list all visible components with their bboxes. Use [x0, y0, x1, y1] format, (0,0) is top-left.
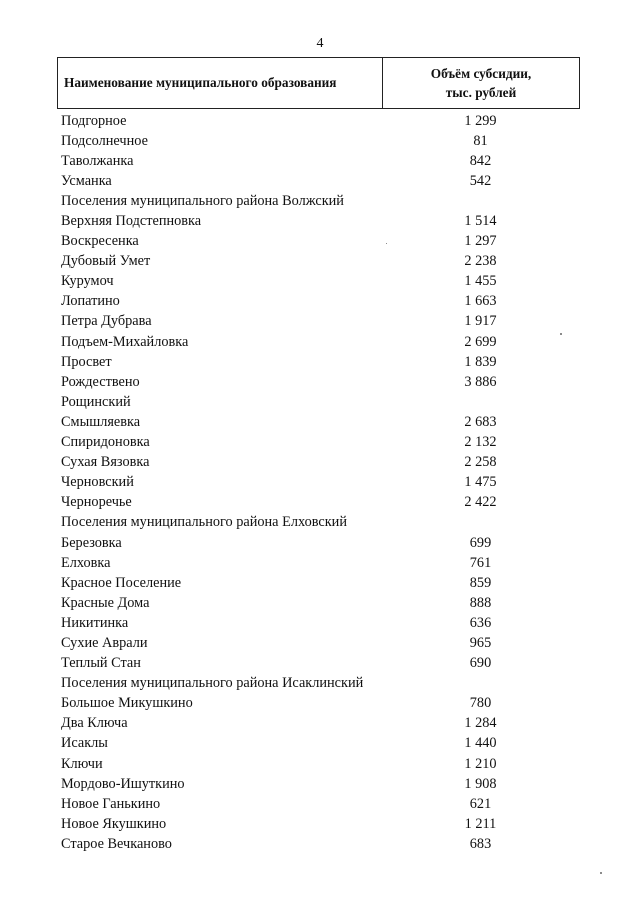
row-value: 1 917: [464, 313, 497, 330]
table-row: [61, 834, 581, 854]
row-value: 1 455: [464, 273, 497, 290]
row-name: Подсолнечное: [61, 132, 148, 149]
table-row: [61, 754, 581, 774]
scan-speck: [560, 333, 562, 335]
row-name: Петра Дубрава: [61, 313, 152, 330]
table-row: [61, 674, 581, 694]
row-value: 1 475: [464, 474, 497, 491]
table-row: [61, 814, 581, 834]
table-row: [61, 111, 581, 131]
table-row: [61, 593, 581, 613]
table-row: [61, 714, 581, 734]
table-row: [61, 171, 581, 191]
table-row: [61, 433, 581, 453]
row-value: 1 440: [464, 735, 497, 752]
column-header-amount-line1: Объём субсидии,: [430, 66, 532, 81]
table-row: [61, 573, 581, 593]
table-row: [61, 332, 581, 352]
table-row: [61, 151, 581, 171]
row-value: 636: [469, 614, 492, 631]
row-name: Ключи: [61, 755, 103, 772]
row-name: Большое Микушкино: [61, 695, 193, 712]
row-name: Дубовый Умет: [61, 253, 151, 270]
row-name: Просвет: [61, 353, 112, 370]
row-value: 859: [469, 574, 492, 591]
table-row: [61, 453, 581, 473]
table-row: [61, 734, 581, 754]
row-name: Рождествено: [61, 373, 140, 390]
column-header-amount-line2: тыс. рублей: [445, 85, 517, 100]
table-row: [61, 533, 581, 553]
row-name: Теплый Стан: [61, 655, 141, 672]
row-name: Красное Поселение: [61, 574, 182, 591]
row-value: 542: [469, 172, 492, 189]
table-row: [61, 493, 581, 513]
table-row: [61, 352, 581, 372]
scan-speck: [386, 243, 387, 244]
row-value: 2 422: [464, 494, 497, 511]
row-name: Два Ключа: [61, 715, 128, 732]
row-name: Поселения муниципального района Волжский: [61, 192, 344, 209]
row-name: Сухая Вязовка: [61, 454, 150, 471]
table-row: [61, 131, 581, 151]
table-row: [61, 211, 581, 231]
row-value: 2 699: [464, 333, 497, 350]
row-name: Поселения муниципального района Исаклинский: [61, 675, 364, 692]
row-value: 1 514: [464, 213, 497, 230]
row-name: Никитинка: [61, 614, 129, 631]
row-value: 699: [469, 534, 492, 551]
row-value: 1 839: [464, 353, 497, 370]
row-name: Курумоч: [61, 273, 114, 290]
table-row: [61, 252, 581, 272]
row-value: 780: [469, 695, 492, 712]
row-name: Старое Вечканово: [61, 835, 172, 852]
row-name: Березовка: [61, 534, 122, 551]
row-name: Воскресенка: [61, 233, 139, 250]
table-row: [61, 613, 581, 633]
column-header-amount: [383, 58, 579, 108]
table-row: [61, 654, 581, 674]
row-name: Поселения муниципального района Елховский: [61, 514, 347, 531]
table-row: [61, 272, 581, 292]
table-row: [61, 412, 581, 432]
row-name: Исаклы: [61, 735, 108, 752]
table-row: [61, 553, 581, 573]
table-row: [61, 312, 581, 332]
row-value: 2 132: [464, 434, 497, 451]
row-name: Новое Ганькино: [61, 795, 161, 812]
table-body: [61, 111, 581, 854]
table-row: [61, 292, 581, 312]
row-value: 842: [469, 152, 492, 169]
row-value: 1 210: [464, 755, 497, 772]
row-name: Подъем-Михайловка: [61, 333, 189, 350]
row-name: Рощинский: [61, 393, 131, 410]
table-row: [61, 794, 581, 814]
row-name: Красные Дома: [61, 594, 150, 611]
scan-speck: [600, 872, 602, 874]
row-name: Мордово-Ишуткино: [61, 775, 185, 792]
row-value: 1 211: [464, 815, 497, 832]
row-value: 81: [473, 132, 488, 149]
table-row: [61, 232, 581, 252]
row-name: Новое Якушкино: [61, 815, 167, 832]
row-name: Таволжанка: [61, 152, 134, 169]
row-name: Усманка: [61, 172, 112, 189]
row-value: 683: [469, 835, 492, 852]
row-name: Черновский: [61, 474, 134, 491]
table-row: [61, 694, 581, 714]
row-name: Смышляевка: [61, 413, 141, 430]
row-value: 1 663: [464, 293, 497, 310]
row-value: 1 908: [464, 775, 497, 792]
row-name: Елховка: [61, 554, 111, 571]
row-name: Спиридоновка: [61, 434, 150, 451]
table-row: [61, 392, 581, 412]
row-name: Черноречье: [61, 494, 132, 511]
table-row: [61, 372, 581, 392]
column-header-name: Наименование муниципального образования: [58, 58, 383, 108]
table-row: [61, 633, 581, 653]
row-value: 888: [469, 594, 492, 611]
row-name: Подгорное: [61, 112, 127, 129]
row-value: 1 299: [464, 112, 497, 129]
table-row: [61, 774, 581, 794]
row-value: 761: [469, 554, 492, 571]
row-value: 2 238: [464, 253, 497, 270]
table-header: [57, 57, 580, 109]
table-row: [61, 513, 581, 533]
page-number: 4: [316, 36, 324, 51]
row-value: 3 886: [464, 373, 497, 390]
row-value: 2 683: [464, 413, 497, 430]
row-value: 690: [469, 655, 492, 672]
row-value: 2 258: [464, 454, 497, 471]
row-value: 1 297: [464, 233, 497, 250]
row-name: Верхняя Подстепновка: [61, 213, 202, 230]
row-value: 621: [469, 795, 492, 812]
row-name: Лопатино: [61, 293, 120, 310]
row-value: 1 284: [464, 715, 497, 732]
table-row: [61, 191, 581, 211]
row-name: Сухие Аврали: [61, 634, 148, 651]
row-value: 965: [469, 634, 492, 651]
table-row: [61, 473, 581, 493]
